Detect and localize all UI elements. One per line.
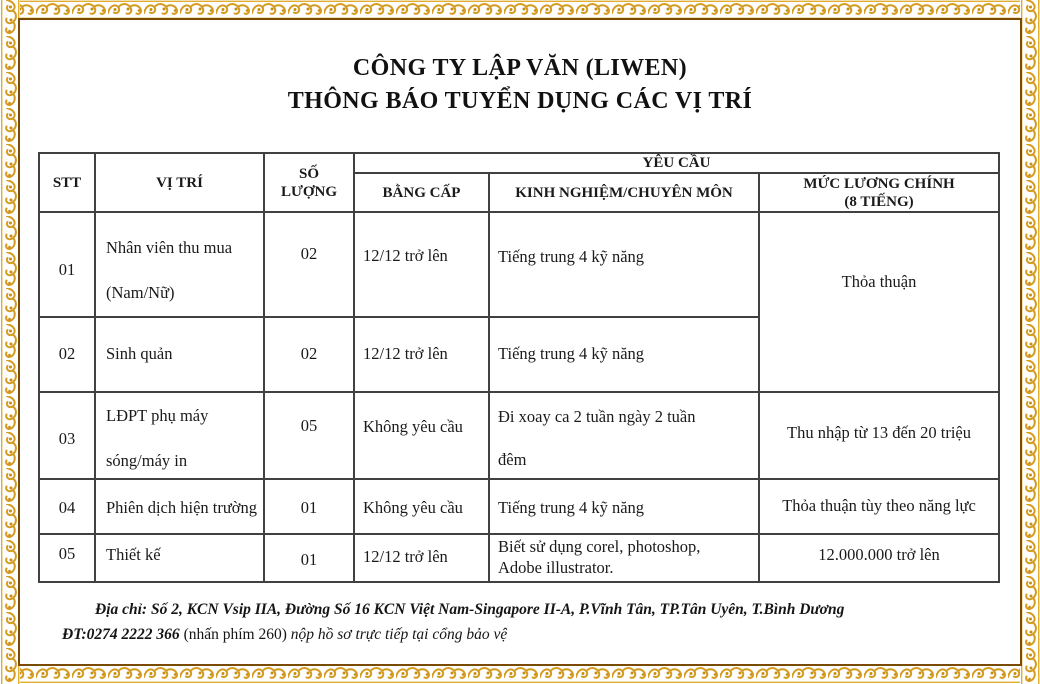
column-header-quantity <box>264 153 354 212</box>
column-header-degree: BẰNG CẤP <box>354 173 489 212</box>
column-header-position: VỊ TRÍ <box>95 153 264 212</box>
stt-cell: 05 <box>39 534 95 582</box>
column-header-quantity-line2: LƯỢNG <box>280 183 338 200</box>
decorative-border-top <box>0 0 1040 20</box>
quantity-cell: 05 <box>264 392 354 479</box>
experience-cell: Tiếng trung 4 kỹ năng <box>489 479 759 534</box>
column-header-requirement: YÊU CẦU <box>354 153 999 173</box>
column-header-experience: KINH NGHIỆM/CHUYÊN MÔN <box>489 173 759 212</box>
salary-cell: 12.000.000 trở lên <box>759 534 999 582</box>
company-name: CÔNG TY LẬP VĂN (LIWEN) <box>352 55 688 81</box>
quantity-cell: 02 <box>264 317 354 392</box>
position-cell <box>95 212 264 317</box>
recruitment-table <box>38 152 1000 583</box>
stt-cell: 03 <box>39 392 95 479</box>
footer-phone <box>62 622 962 647</box>
decorative-border-right <box>1020 0 1040 684</box>
stt-cell: 02 <box>39 317 95 392</box>
column-header-stt: STT <box>39 153 95 212</box>
position-cell: Phiên dịch hiện trường <box>95 479 264 534</box>
position-cell <box>95 392 264 479</box>
experience-cell: Tiếng trung 4 kỹ năng <box>489 317 759 392</box>
experience-line: đêm <box>498 449 527 469</box>
quantity-cell: 01 <box>264 534 354 582</box>
position-line: Nhân viên thu mua <box>106 237 233 257</box>
column-header-quantity-line1: SỐ <box>298 165 319 182</box>
position-line: LĐPT phụ máy <box>106 405 209 425</box>
degree-cell: Không yêu cầu <box>354 392 489 479</box>
position-cell: Sinh quản <box>95 317 264 392</box>
table-row <box>39 212 999 317</box>
experience-cell <box>489 534 759 582</box>
experience-cell <box>489 392 759 479</box>
footer-submit-instruction: nộp hồ sơ trực tiếp tại cổng bảo vệ <box>290 626 508 643</box>
decorative-border-left <box>0 0 20 684</box>
salary-cell: Thu nhập từ 13 đến 20 triệu <box>759 392 999 479</box>
position-line: sóng/máy in <box>106 450 188 470</box>
experience-line: Biết sử dụng corel, photoshop, <box>498 537 701 557</box>
footer <box>62 597 962 647</box>
decorative-border-bottom <box>0 664 1040 684</box>
table-row <box>39 479 999 534</box>
degree-cell: 12/12 trở lên <box>354 212 489 317</box>
table-row <box>39 392 999 479</box>
column-header-salary-line2: (8 TIẾNG) <box>844 193 914 210</box>
position-cell: Thiết kế <box>95 534 264 582</box>
quantity-cell: 01 <box>264 479 354 534</box>
quantity-cell: 02 <box>264 212 354 317</box>
experience-cell: Tiếng trung 4 kỹ năng <box>489 212 759 317</box>
table-row <box>39 534 999 582</box>
degree-cell: Không yêu cầu <box>354 479 489 534</box>
position-line: (Nam/Nữ) <box>106 282 175 302</box>
column-header-salary <box>759 173 999 212</box>
column-header-salary-line1: MỨC LƯƠNG CHÍNH <box>803 175 955 192</box>
footer-phone-number: ĐT:0274 2222 366 <box>62 626 184 643</box>
degree-cell: 12/12 trở lên <box>354 317 489 392</box>
stt-cell: 01 <box>39 212 95 317</box>
footer-address: Địa chỉ: Số 2, KCN Vsip IIA, Đường Số 16 KCN Việt Nam-Singapore II-A, P.Vĩnh Tân, TP.Tân Uyên, T.Bình Dương <box>95 601 845 618</box>
document-title <box>30 52 1010 118</box>
stt-cell: 04 <box>39 479 95 534</box>
experience-line: Adobe illustrator. <box>498 558 614 577</box>
notice-title: THÔNG BÁO TUYỂN DỤNG CÁC VỊ TRÍ <box>287 88 753 114</box>
salary-cell: Thỏa thuận tùy theo năng lực <box>759 479 999 534</box>
experience-line: Đi xoay ca 2 tuần ngày 2 tuần <box>498 406 696 426</box>
degree-cell: 12/12 trở lên <box>354 534 489 582</box>
salary-cell: Thỏa thuận <box>759 212 999 392</box>
footer-phone-note: (nhấn phím 260) <box>183 626 291 643</box>
